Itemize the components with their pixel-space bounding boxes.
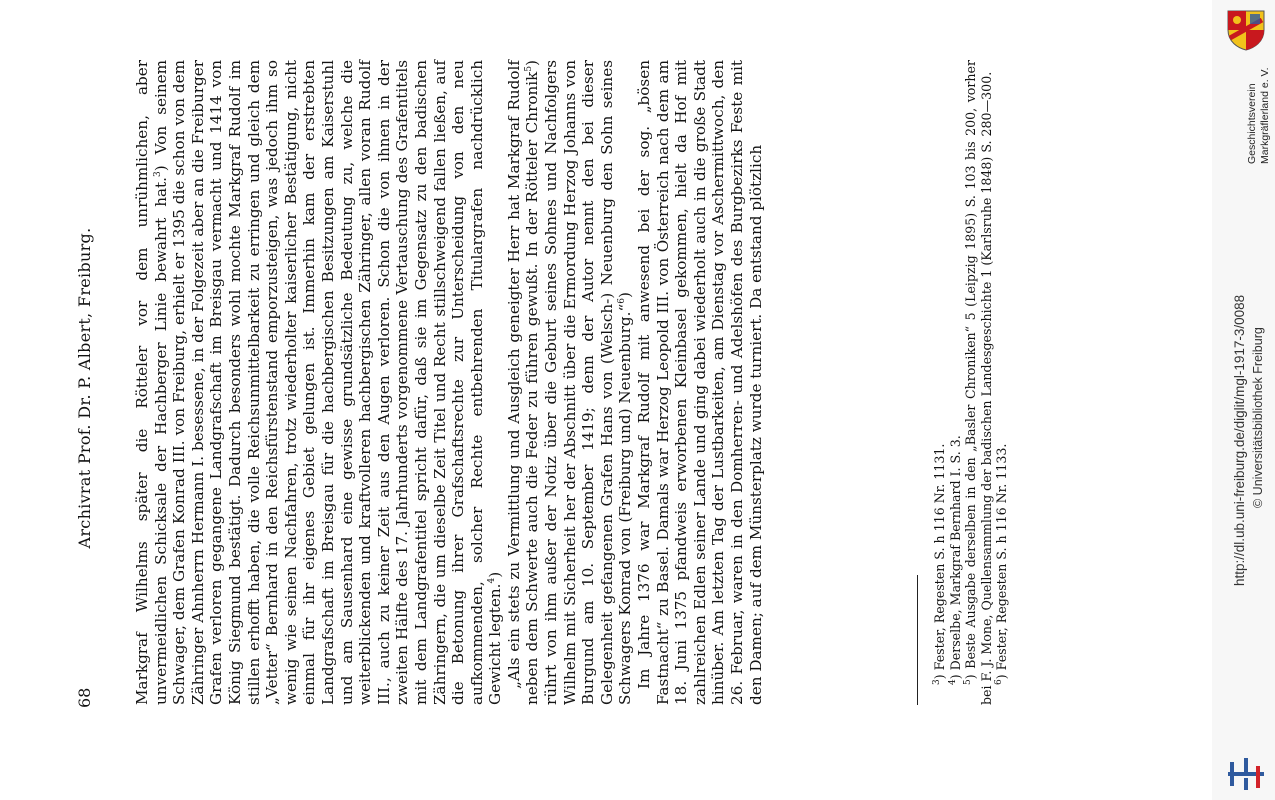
paragraph-1: Markgraf Wilhelms später die Rötteler vor dem unrühmlichen, aber unvermeidlichen Schicksale der Hachberger Linie bewahrt hat.$^3$) Von seinem Schwager, dem Grafen Konrad III. von Freiburg, erhielt er 1395 die schon von dem Zähringer Ahnherrn Hermann I. besessene, in der Folgezeit aber an die Freiburger Grafen verloren gegangene Landgrafschaft im Breisgau vermacht und 1414 von König Siegmund bestätigt. Dadurch besonders wohl mochte Markgraf Rudolf im stillen erhofft haben, die volle Reichsunmittelbarkeit zu erringen und gleich dem „Vetter“ Bernhard in den Reichsfürstenstand emporzusteigen, was jedoch ihm so wenig wie seinen Nachfahren, trotz wiederholter kaiserlicher Bestätigung, nicht einmal für ihr eigenes Gebiet gelungen ist. Immerhin kam der erstrebten Landgrafschaft im Breisgau für die hachbergischen Besitzungen am Kaiserstuhl und am Sausenhard eine gewisse grundsätzliche Bedeutung zu, welche die weiterblickenden und kraftvolleren hachbergischen Zähringer, allen voran Rudolf III., auch zu keiner Zeit aus den Augen verloren. Schon die von ihnen in der zweiten Hälfte des 17. Jahrhunderts vorgenommene Vertauschung des Grafentitels mit dem Landgrafentitel spricht dafür, daß sie im Gegensatz zu den badischen Zähringern, die um dieselbe Zeit Titel und Recht stillschweigend fallen ließen, auf die Betonung ihrer Grafschaftsrechte zur Unterscheidung von den neu aufkommenden, solcher Rechte entbehrenden Titulargrafen nachdrücklich Gewicht legten.$^4$) (133, 59, 505, 705)
footnotes (932, 60, 1010, 705)
running-head: Archivrat Prof. Dr. P. Albert, Freiburg. (75, 227, 94, 549)
copyright-text: © Universitätsbibliothek Freiburg (1251, 327, 1265, 508)
paragraph-3: Im Jahre 1376 war Markgraf Rudolf mit anwesend bei der sog. „bösen Fastnacht“ zu Basel. Damals war Herzog Leopold III. von Österreich nach dem am 18. Juni 1375 pfandweis erworbenen Kleinbasel gekommen, hielt da Hof mit zahlreichen Edlen seiner Lande und ging dabei wiederholt auch in die große Stadt hinüber. Am letzten Tag der Lustbarkeiten, am Dienstag vor Aschermittwoch, den 26. Februar, waren in den Domherren- und Adelshöfen des Burgbezirks Feste mit den Damen; auf dem Münsterplatz wurde turniert. Da entstand plötzlich (635, 60, 765, 705)
body-text (133, 60, 765, 705)
footnote-divider (917, 575, 918, 705)
footnote-4: $^4$) Derselbe, Markgraf Bernhard I. S. 3. (947, 435, 963, 685)
footnote-5: $^5$) Beste Ausgabe derselben in den „Basler Chroniken“ 5 (Leipzig 1895) S. 103 bis 200, vorher bei F. J. Mone, Quellensammlung der badischen Landesgeschichte 1 (Karlsruhe 1848) S. 280—300. (963, 60, 994, 705)
page-number: 68 (75, 687, 94, 708)
society-name-line2: Markgräflerland e. V. (1259, 67, 1271, 164)
footnote-6: $^6$) Fester, Regesten S. h 116 Nr. 1133. (994, 443, 1010, 685)
university-library-logo-icon (1226, 756, 1266, 792)
paragraph-2: „Als ein stets zu Vermittlung und Ausgleich geneigter Herr hat Markgraf Rudolf neben dem Schwerte auch die Feder zu führen gewußt. In der Rötteler Chronik$^5$) rührt von ihm außer der Notiz über die Geburt seines Sohnes und Nachfolgers Wilhelm mit Sicherheit her der Abschnitt über die Ermordung Herzog Johanns von Burgund am 10. September 1419; denn der Autor nennt den bei dieser Gelegenheit gefangenen Grafen Hans von (Welsch-) Neuenburg den Sohn seines Schwagers Konrad von (Freiburg und) Neuenburg.“$^6$) (504, 60, 635, 705)
society-name-line1: Geschichtsverein (1246, 83, 1258, 164)
society-crest-icon (1224, 8, 1268, 52)
page-header (75, 68, 105, 708)
footnote-3: $^3$) Fester, Regesten S. h 116 Nr. 1131. (931, 443, 947, 685)
permalink-url[interactable]: http://dl.ub.uni-freiburg.de/diglit/mgl-1917-3/0088 (1232, 294, 1247, 586)
